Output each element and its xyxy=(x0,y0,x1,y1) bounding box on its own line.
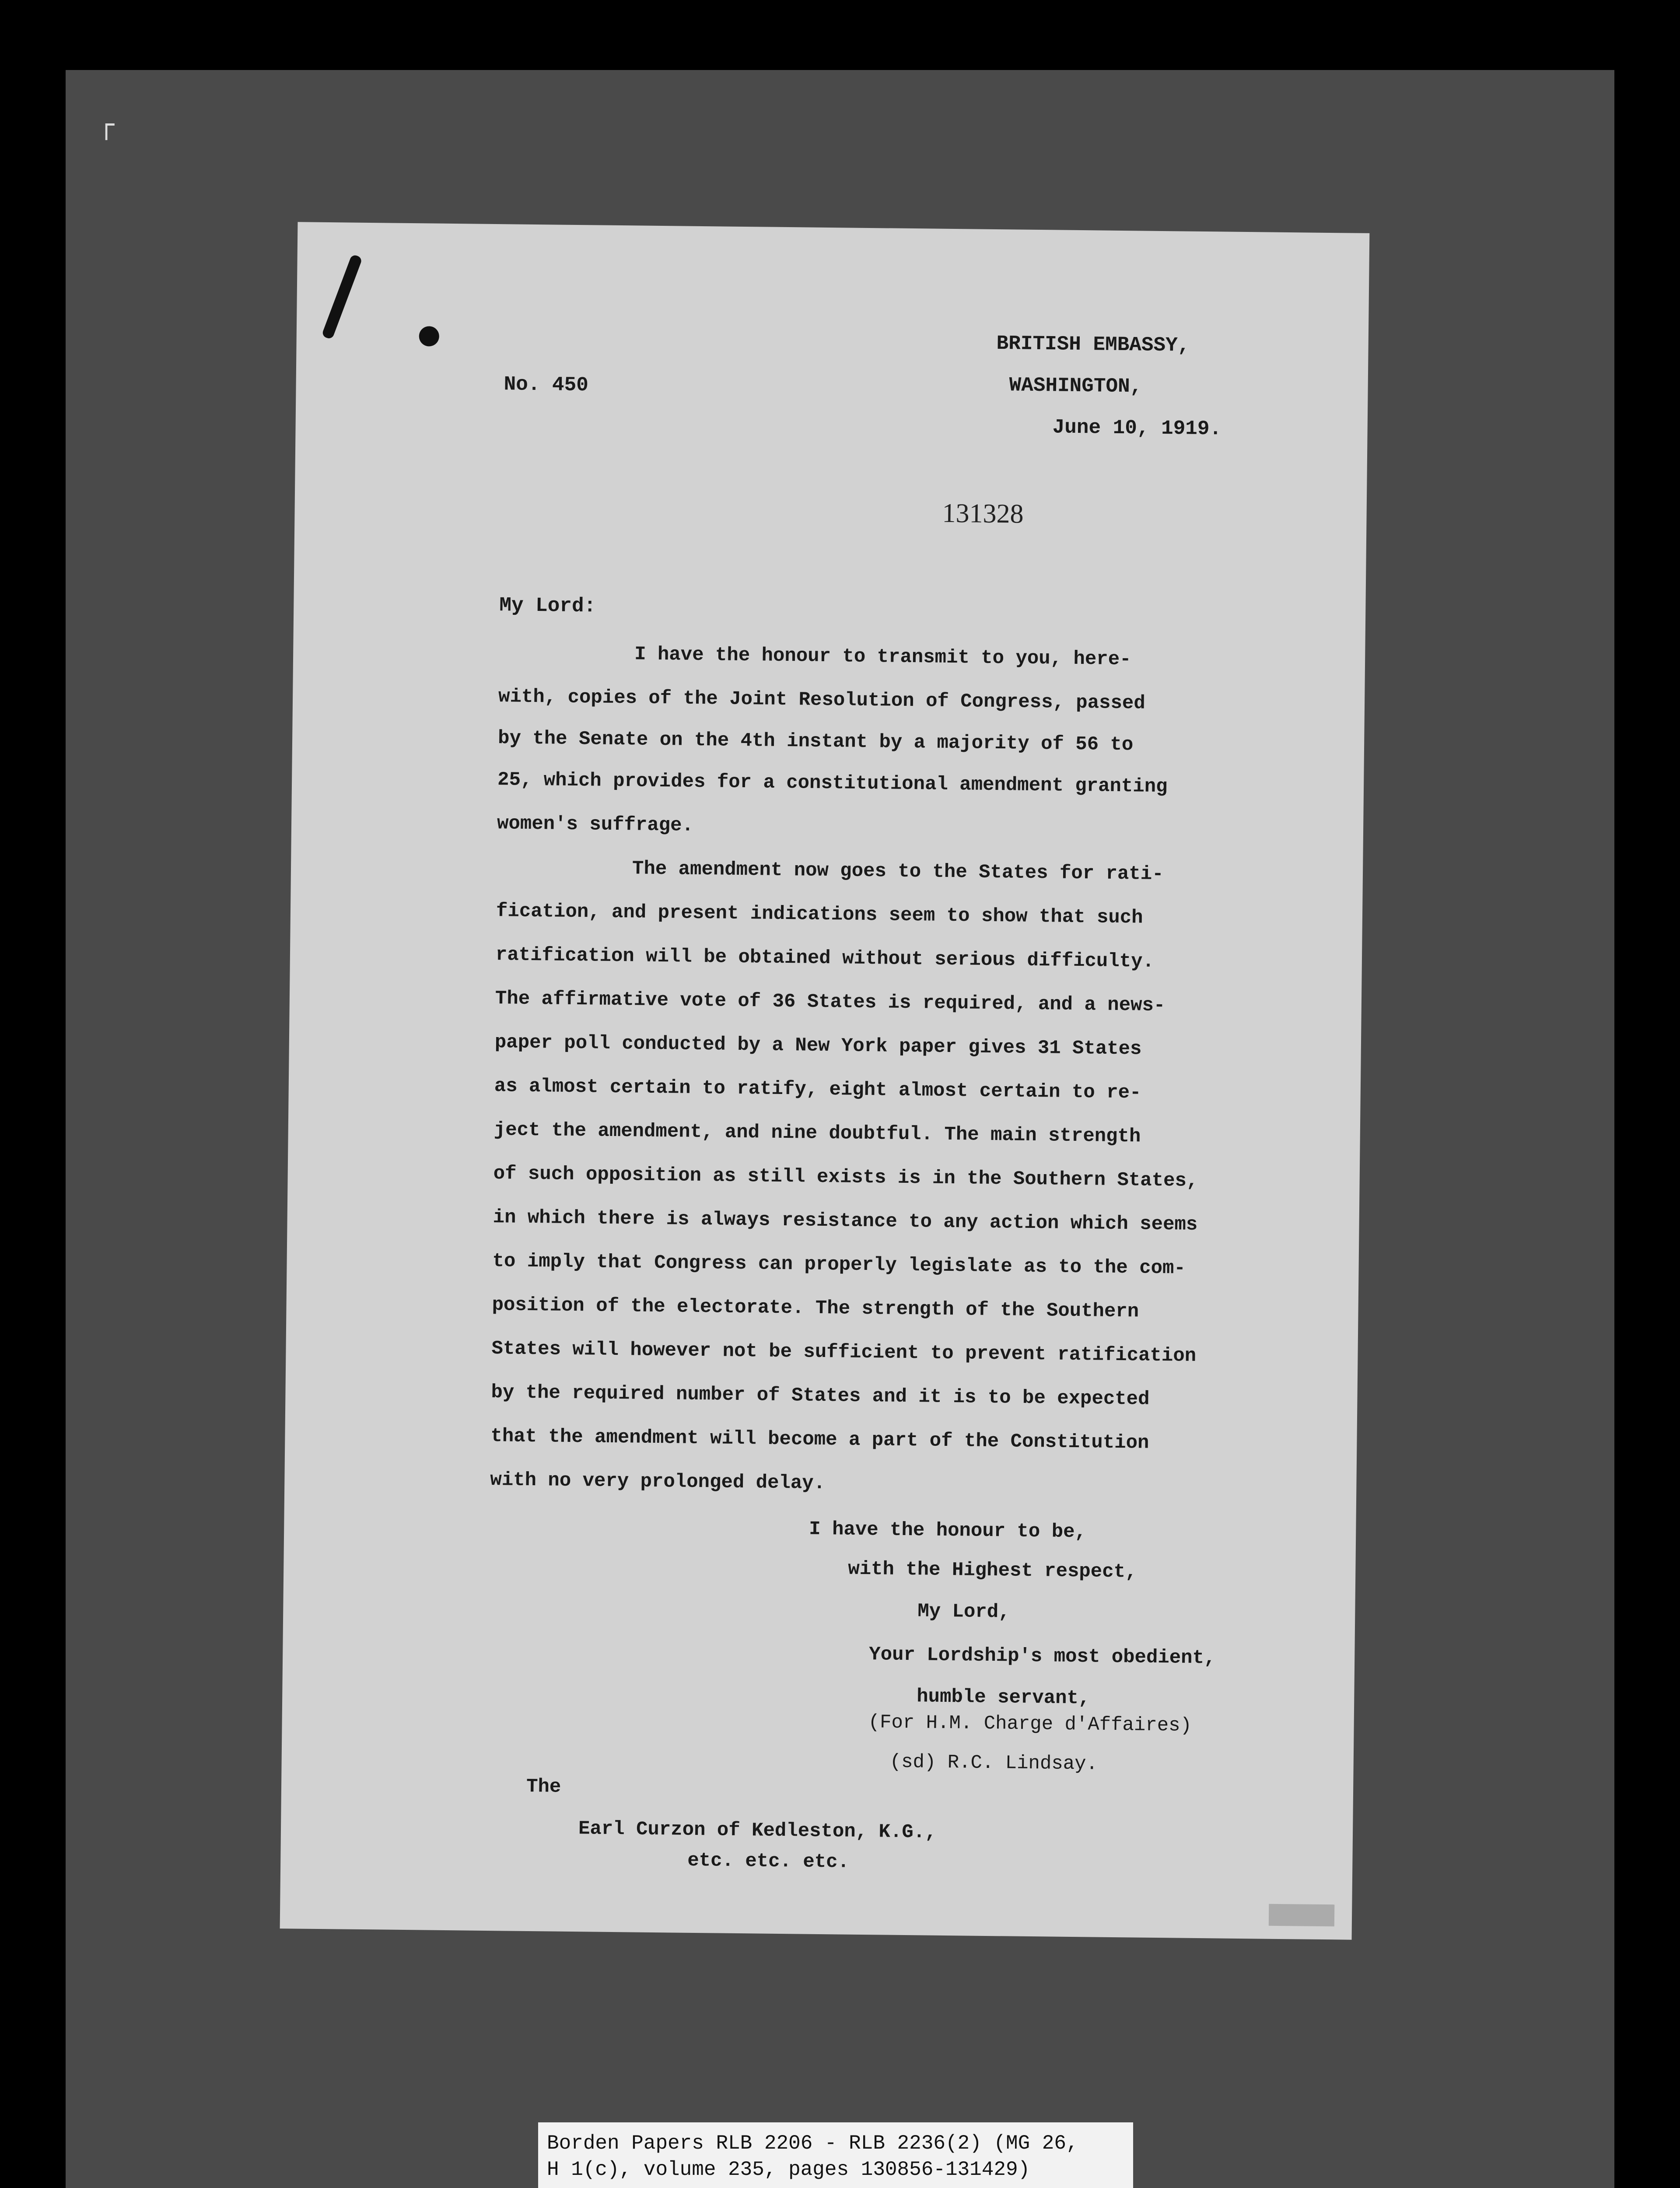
signature-line: (sd) R.C. Lindsay. xyxy=(889,1751,1098,1775)
closing-line: My Lord, xyxy=(917,1600,1010,1623)
body-line: 25, which provides for a constitutional amendment granting xyxy=(497,769,1168,798)
body-line: I have the honour to transmit to you, here- xyxy=(634,643,1131,671)
page-corner-stamp xyxy=(1269,1904,1335,1927)
closing-line: with the Highest respect, xyxy=(848,1558,1137,1583)
body-line: in which there is always resistance to any action which seems xyxy=(493,1206,1198,1236)
closing-line: I have the honour to be, xyxy=(809,1518,1087,1543)
body-line: fication, and present indications seem to show that such xyxy=(496,900,1143,929)
body-line: position of the electorate. The strength of the Southern xyxy=(492,1294,1139,1323)
body-line: women's suffrage. xyxy=(497,813,694,837)
body-line: that the amendment will become a part of the Constitution xyxy=(490,1425,1149,1454)
despatch-number: No. 450 xyxy=(504,373,589,397)
body-line: by the Senate on the 4th instant by a majority of 56 to xyxy=(497,727,1134,756)
body-line: as almost certain to ratify, eight almost certain to re- xyxy=(494,1075,1141,1104)
letterhead-city: WASHINGTON, xyxy=(1009,374,1142,398)
caption-line: H 1(c), volume 235, pages 130856-131429) xyxy=(547,2158,1030,2181)
closing-line: humble servant, xyxy=(917,1686,1090,1710)
punch-hole xyxy=(419,326,439,346)
body-line: with, copies of the Joint Resolution of Congress, passed xyxy=(498,686,1145,715)
body-line: ject the amendment, and nine doubtful. The main strength xyxy=(494,1119,1141,1148)
body-line: States will however not be sufficient to prevent ratification xyxy=(491,1338,1197,1367)
letterhead-embassy: BRITISH EMBASSY, xyxy=(996,332,1190,357)
recipient-line: etc. etc. etc. xyxy=(687,1849,850,1873)
collection-caption xyxy=(538,2122,1133,2188)
file-number-stamp: 131328 xyxy=(942,498,1024,529)
pen-mark xyxy=(321,254,363,340)
caption-line: Borden Papers RLB 2206 - RLB 2236(2) (MG 26, xyxy=(547,2132,1078,2155)
closing-line: Your Lordship's most obedient, xyxy=(869,1644,1216,1669)
body-line: of such opposition as still exists is in the Southern States, xyxy=(493,1163,1198,1192)
recipient-line: Earl Curzon of Kedleston, K.G., xyxy=(578,1818,937,1844)
salutation: My Lord: xyxy=(499,594,596,618)
body-line: The amendment now goes to the States for rati- xyxy=(632,858,1164,886)
corner-crop-mark: ┌ xyxy=(98,109,115,140)
signature-for-line: (For H.M. Charge d'Affaires) xyxy=(868,1711,1192,1737)
body-line: by the required number of States and it is to be expected xyxy=(491,1382,1150,1410)
letter-date: June 10, 1919. xyxy=(1052,416,1222,441)
body-line: with no very prolonged delay. xyxy=(490,1469,826,1495)
body-line: The affirmative vote of 36 States is required, and a news- xyxy=(495,988,1166,1017)
recipient-line: The xyxy=(526,1775,561,1798)
body-line: ratification will be obtained without serious difficulty. xyxy=(495,944,1155,973)
letter-page xyxy=(280,222,1370,1939)
body-line: paper poll conducted by a New York paper gives 31 States xyxy=(494,1031,1142,1060)
body-line: to imply that Congress can properly legislate as to the com- xyxy=(492,1250,1186,1280)
